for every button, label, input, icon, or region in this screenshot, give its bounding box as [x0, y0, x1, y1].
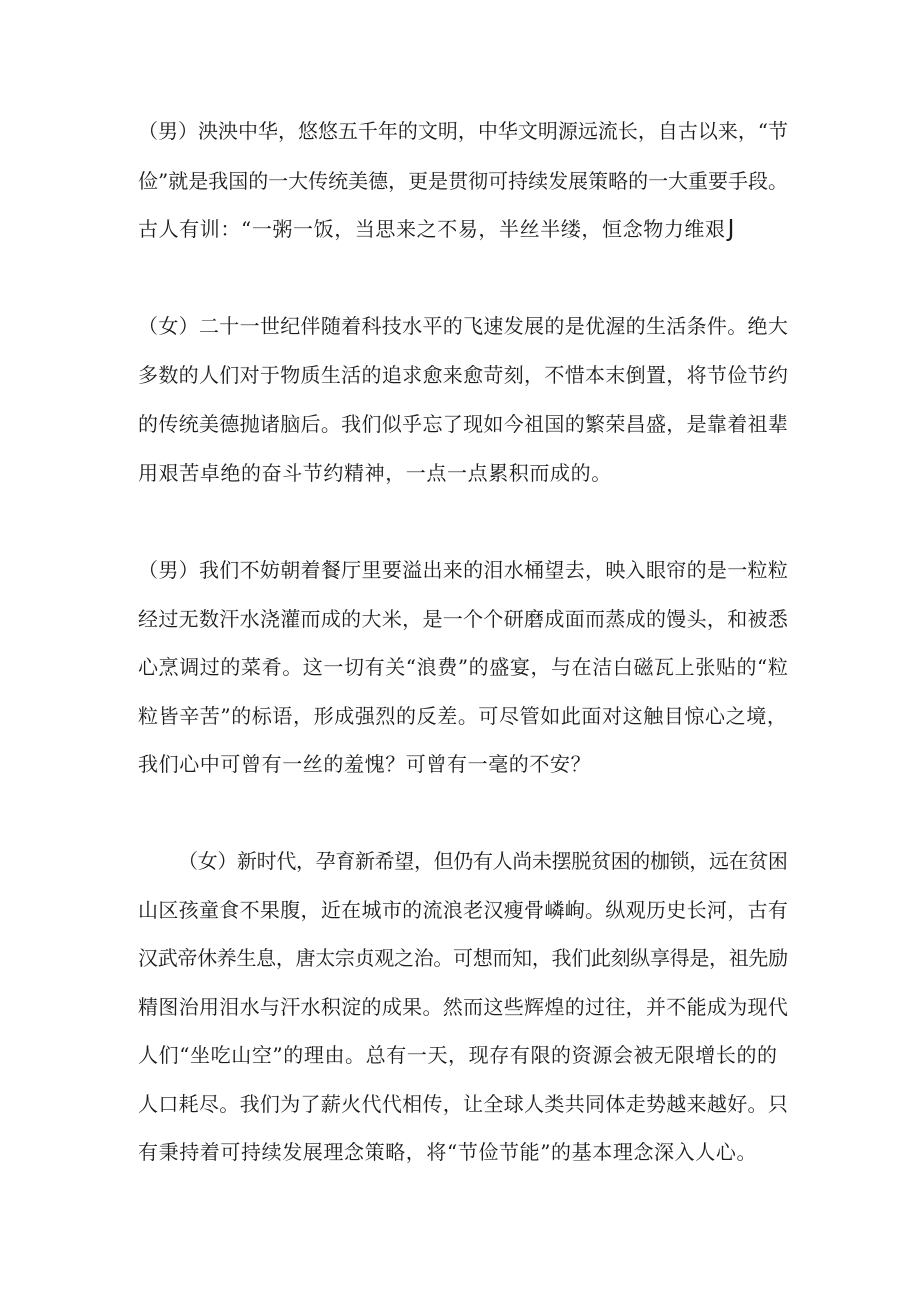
paragraph-line: 心烹调过的菜肴。这一切有关“浪费”的盛宴，与在洁白磁瓦上张贴的“粒 [138, 655, 789, 679]
paragraph-line: 人们“坐吃山空”的理由。总有一天，现存有限的资源会被无限增长的的 [138, 1043, 778, 1067]
paragraph-line: 精图治用泪水与汗水积淀的成果。然而这些辉煌的过往，并不能成为现代 [138, 995, 789, 1019]
paragraph-line: 俭”就是我国的一大传统美德，更是贯彻可持续发展策略的一大重要手段。 [138, 169, 789, 193]
paragraph-line: （女）二十一世纪伴随着科技水平的飞速发展的是优渥的生活条件。绝大 [138, 314, 789, 338]
paragraph-line: 多数的人们对于物质生活的追求愈来愈苛刻，不惜本末倒置，将节俭节约 [138, 363, 789, 387]
trailing-glyph: J [727, 216, 736, 242]
paragraph-line-text: 古人有训：“一粥一饭，当思来之不易，半丝半缕，恒念物力维艰 [138, 217, 726, 241]
paragraph-line: （男）我们不妨朝着餐厅里要溢出来的泪水桶望去，映入眼帘的是一粒粒 [138, 558, 789, 582]
paragraph-line [138, 216, 735, 242]
paragraph-line: 经过无数汗水浇灌而成的大米，是一个个研磨成面而蒸成的馒头，和被悉 [138, 607, 789, 631]
paragraph-line: 山区孩童食不果腹，近在城市的流浪老汉瘦骨嶙峋。纵观历史长河，古有 [138, 898, 789, 922]
paragraph-line: 的传统美德抛诸脑后。我们似乎忘了现如今祖国的繁荣昌盛，是靠着祖辈 [138, 412, 789, 436]
paragraph-line: 汉武帝休养生息，唐太宗贞观之治。可想而知，我们此刻纵享得是，祖先励 [138, 946, 788, 970]
paragraph-line: （男）泱泱中华，悠悠五千年的文明，中华文明源远流长，自古以来，“节 [138, 119, 789, 143]
paragraph-line: 有秉持着可持续发展理念策略，将“节俭节能”的基本理念深入人心。 [138, 1140, 758, 1164]
paragraph-line: （女）新时代，孕育新希望，但仍有人尚未摆脱贫困的枷锁，远在贫困 [178, 849, 788, 873]
paragraph-line: 用艰苦卓绝的奋斗节约精神，一点一点累积而成的。 [138, 461, 612, 485]
paragraph-line: 粒皆辛苦”的标语，形成强烈的反差。可尽管如此面对这触目惊心之境， [138, 704, 788, 728]
paragraph-line: 人口耗尽。我们为了薪火代代相传，让全球人类共同体走势越来越好。只 [138, 1092, 789, 1116]
paragraph-line: 我们心中可曾有一丝的羞愧？可曾有一毫的不安？ [138, 752, 592, 776]
